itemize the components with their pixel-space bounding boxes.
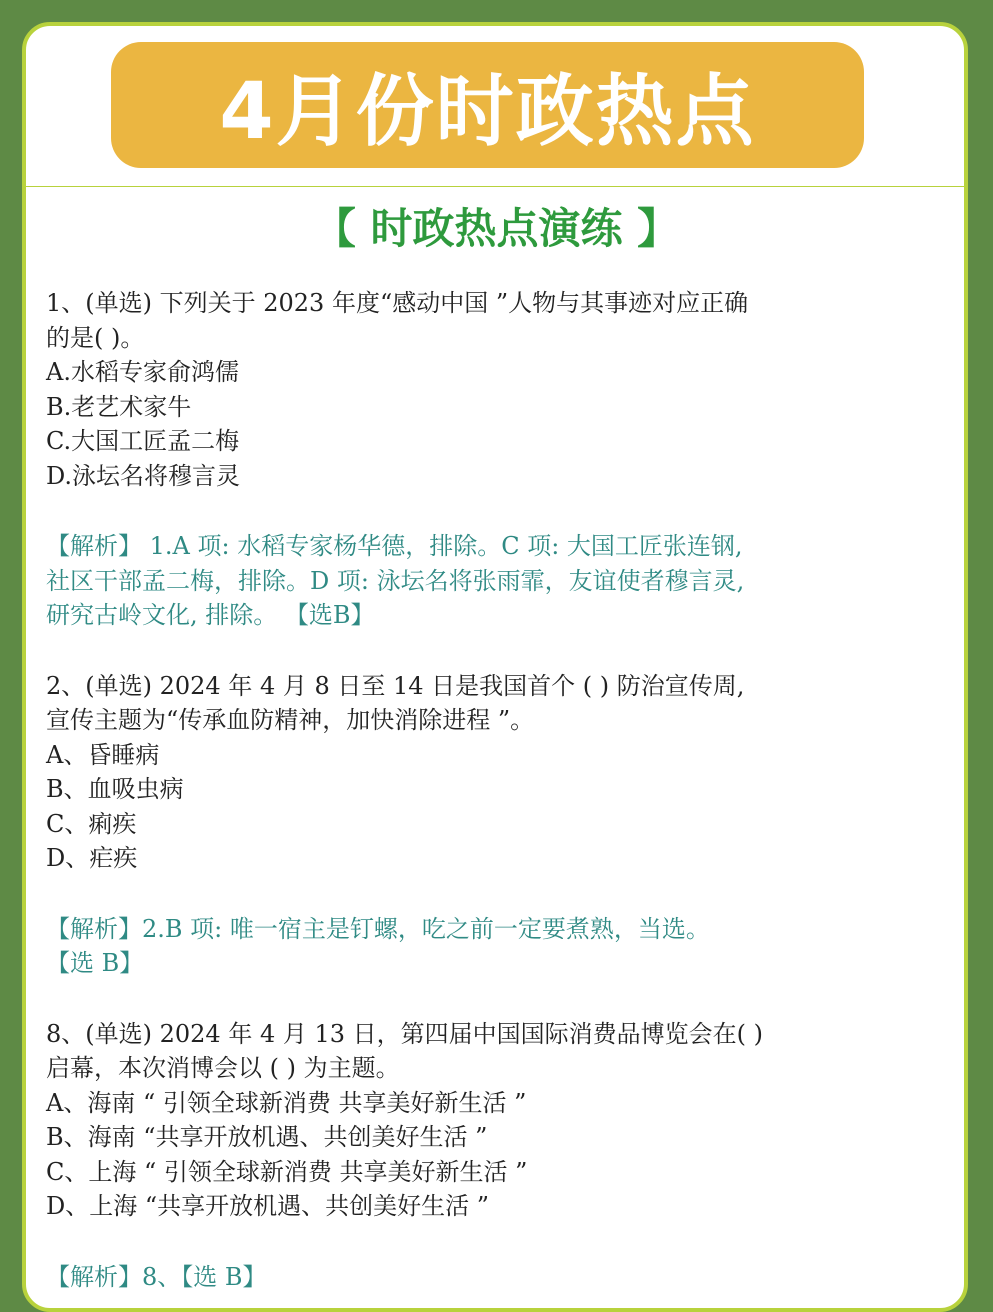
option-d: D、疟疾 bbox=[46, 844, 138, 872]
option-b: B、血吸虫病 bbox=[46, 775, 184, 803]
option-c: C、上海 “ 引领全球新消费 共享美好新生活 ” bbox=[46, 1157, 528, 1186]
option-a: A、海南 “ 引领全球新消费 共享美好新生活 ” bbox=[46, 1088, 527, 1117]
question-stem-line: 的是( )。 bbox=[46, 323, 145, 352]
question-3 bbox=[46, 1017, 926, 1295]
question-1 bbox=[46, 286, 926, 633]
question-stem-line: 1、(单选) 下列关于 2023 年度“感动中国 ”人物与其事迹对应正确 bbox=[46, 289, 749, 317]
question-list bbox=[46, 286, 926, 1294]
question-stem-line: 启幕，本次消博会以 ( ) 为主题。 bbox=[46, 1054, 400, 1082]
title-banner bbox=[111, 42, 864, 168]
option-b: B、海南 “共享开放机遇、共创美好生活 ” bbox=[46, 1123, 488, 1151]
analysis-line: 【解析】 1.A 项: 水稻专家杨华德，排除。C 项: 大国工匠张连钢, bbox=[46, 532, 743, 560]
analysis-line: 研究古岭文化, 排除。 【选B】 bbox=[46, 601, 375, 629]
option-d: D、上海 “共享开放机遇、共创美好生活 ” bbox=[46, 1192, 490, 1220]
divider bbox=[26, 186, 966, 187]
option-a: A.水稻专家俞鸿儒 bbox=[46, 358, 239, 386]
option-c: C.大国工匠孟二梅 bbox=[46, 427, 240, 455]
option-b: B.老艺术家牛 bbox=[46, 392, 192, 421]
option-d: D.泳坛名将穆言灵 bbox=[46, 461, 241, 490]
analysis-line: 【选 B】 bbox=[46, 949, 144, 977]
question-2 bbox=[46, 669, 926, 981]
page-title: 4月份时政热点 bbox=[219, 67, 756, 157]
option-c: C、痢疾 bbox=[46, 809, 137, 838]
question-stem-line: 2、(单选) 2024 年 4 月 8 日至 14 日是我国首个 ( ) 防治宣传周, bbox=[46, 671, 745, 700]
analysis-line: 【解析】2.B 项: 唯一宿主是钉螺，吃之前一定要煮熟，当选。 bbox=[46, 914, 710, 943]
section-subtitle: 【 时政热点演练 】 bbox=[313, 204, 680, 253]
question-stem-line: 8、(单选) 2024 年 4 月 13 日，第四届中国国际消费品博览会在( ) bbox=[46, 1019, 764, 1048]
analysis-line: 【解析】8、【选 B】 bbox=[46, 1262, 267, 1291]
question-stem-line: 宣传主题为“传承血防精神，加快消除进程 ”。 bbox=[46, 706, 535, 734]
option-a: A、昏睡病 bbox=[46, 740, 160, 769]
analysis-line: 社区干部孟二梅，排除。D 项: 泳坛名将张雨霏，友谊使者穆言灵, bbox=[46, 566, 745, 595]
